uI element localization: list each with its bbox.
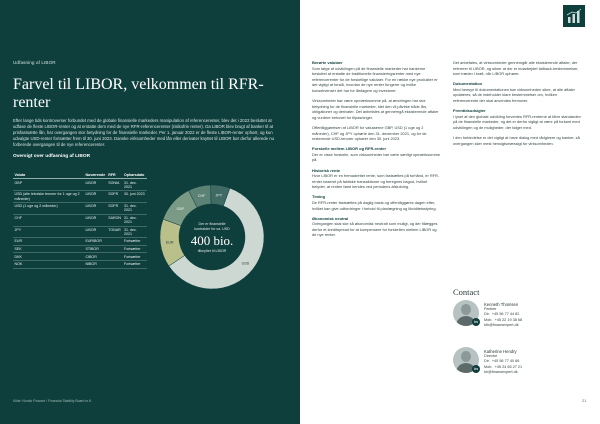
table-cell <box>107 261 123 269</box>
donut-label-gbp: GBP <box>176 206 185 211</box>
table-row <box>13 238 147 246</box>
linkedin-icon[interactable]: in <box>472 318 480 326</box>
contact-phone: Dir. +45 56 77 40 66 <box>484 359 520 364</box>
bar-chart-icon <box>563 5 585 27</box>
section-heading: Forskelle mellem LIBOR og RFR-renter <box>312 146 387 152</box>
source-footnote: Kilde: Nordic Finance / Financial Stability Board m.fl. <box>13 399 92 403</box>
brand-logo <box>563 5 585 27</box>
table-cell: 31. dec. 2021 <box>123 179 148 191</box>
table-row <box>13 253 147 261</box>
table-cell: CHF <box>13 214 84 226</box>
text-column-2 <box>453 60 581 151</box>
chart-center-line-1: Der er finansielle <box>198 222 226 226</box>
body-paragraph: Med hensyn til dokumentationen bør virksomheden sikre, at alle aftaler opdateres, så de indeholder klare bestemmelser om, hvilken referencerente der skal anvendes fremover. <box>453 86 575 104</box>
table-cell <box>107 253 123 261</box>
table-cell: LIBOR <box>84 191 107 203</box>
table-cell: JPY <box>13 226 84 238</box>
table-header-row <box>13 171 147 179</box>
table-row <box>13 191 147 203</box>
contact-role: Partner <box>484 307 497 312</box>
text-column-1 <box>312 60 440 243</box>
table-cell: TONAR <box>107 226 123 238</box>
section-heading: Fremtidsudsigter <box>453 108 486 114</box>
body-paragraph: I lyset af den globale udvikling forventes RFR-renterne at blive standarden på de finansielle markeder, og det er derfor vigtigt at være på forkant med udviklingen og de muligheder, der følger med. <box>453 113 581 130</box>
table-cell: LIBOR <box>84 226 107 238</box>
table-cell: STIBOR <box>84 245 107 253</box>
table-row <box>13 245 147 253</box>
donut-label-eur: EUR <box>166 240 174 245</box>
table-cell: USD (alle tekniske tenorer for 1 uge og 2 måneder) <box>13 191 84 203</box>
table-cell: EUR <box>13 238 84 246</box>
col-header-current: Nuværende <box>84 171 107 179</box>
table-cell: SOFR <box>107 202 123 214</box>
table-cell: LIBOR <box>84 179 107 191</box>
table-cell <box>107 238 123 246</box>
table-cell: Fortsætter <box>123 238 148 246</box>
section-kicker: Udfasning af LIBOR <box>13 60 56 65</box>
contact-heading: Contact <box>453 287 480 297</box>
table-title: Oversigt over udfasning af LIBOR <box>13 154 91 159</box>
body-paragraph: Overgangen skal ske så økonomisk neutralt som muligt, og der tillægges derfor et kreditspread for at kompensere for forskellen mellem LIBOR og de nye renter. <box>312 221 438 238</box>
section-heading: Dokumentation <box>453 81 483 87</box>
col-header-valuta: Valuta <box>13 171 84 179</box>
table-cell: GBP <box>13 179 84 191</box>
contact-mobile: Mob. +45 24 65 27 21 <box>484 364 523 369</box>
table-cell: NIBOR <box>84 261 107 269</box>
table-cell: SONIA <box>107 179 123 191</box>
table-cell: 31. dec. 2021 <box>123 226 148 238</box>
table-cell <box>107 245 123 253</box>
section-heading: Timing <box>312 194 326 200</box>
table-cell: SEK <box>13 245 84 253</box>
body-paragraph: I den forbindelse er det vigtigt at have dialog med rådgivere og banker, så overgangen sker mest hensigtsmæssigt for virksomheden. <box>453 135 580 146</box>
table-cell: USD (1 uge og 2 måneder) <box>13 202 84 214</box>
table-cell: Fortsætter <box>123 261 148 269</box>
body-paragraph: Virksomheder bør være opmærksomme på, at ændringen har stor betydning for de finansielle markeder, idet den vil påvirke både lån, obligationer og derivater. Det anbefales at gennemgå eksisterende aftaler og vurdere behovet for tilpasninger. <box>312 98 439 120</box>
donut-label-chf: CHF <box>197 193 206 198</box>
libor-table <box>13 171 147 269</box>
libor-donut-chart <box>158 183 266 291</box>
contact-mobile: Mob. +45 22 19 38 68 <box>484 317 523 322</box>
table-cell: DKK <box>13 253 84 261</box>
section-heading: Historisk rente <box>312 167 341 173</box>
body-paragraph: Hvor LIBOR er en fremadrettet rente, som fastsættes på forhånd, er RFR-renter baseret på faktiske transaktioner og beregnes bagud, hvilket betyder, at renten først kendes ved periodens afslutning. <box>312 173 440 190</box>
contact-name: Kenneth Thomsen <box>484 302 519 307</box>
table-cell: LIBOR <box>84 214 107 226</box>
col-header-rfr: RFR <box>107 171 123 179</box>
table-row <box>13 202 147 214</box>
table-cell: 30. juni 2023 <box>123 191 148 203</box>
page-title: Farvel til LIBOR, velkommen til RFR-renter <box>13 76 264 111</box>
contact-info <box>484 349 522 375</box>
table-row <box>13 179 147 191</box>
table-cell: SOFR <box>107 191 123 203</box>
section-heading: Berørte valutaer <box>312 60 343 65</box>
table-body <box>13 179 147 268</box>
page-number: 21 <box>582 398 587 403</box>
table-cell: NOK <box>13 261 84 269</box>
body-paragraph: Som følge af udviklingen på de finansielle markeder har bankerne besluttet at erstatte de traditionelle finansieringsrenter med nye referencerenter for de forskellige valutaer. For en række nye produkter er det vigtigt at forstå, hvordan de nye renter fungerer og hvilke konsekvenser det har for låntagere og investorer. <box>312 65 438 93</box>
linkedin-icon[interactable]: in <box>472 365 480 373</box>
intro-paragraph: Efter lange tids kontroverser forbundet med de globale finansielle markeders manipulation af referencerenter, blev det i 2022 besluttet at udfase de fleste LIBOR-renter og at erstatte dem med de nye RFR-referencerenter (risikofrie renter). Da LIBOR blev brugt af banker til at prisfastsætte lån, har overgangen stor betydning for de finansielle markeder. Per 1. januar 2022 er de fleste LIBOR-renter ophørt, og kun udvalgte USD-renter fortsætter frem til 30. juni 2023. Danske virksomheder med lån eller derivater knyttet til LIBOR bør derfor allerede nu forberede overgangen til de nye referencerenter. <box>13 118 275 147</box>
contact-email[interactable]: kth@finansexpert.dk <box>484 322 519 327</box>
contact-name: Katherine Hendry <box>484 349 517 354</box>
table-cell: Fortsætter <box>123 245 148 253</box>
chart-center-sub: tilknyttet til LIBOR <box>197 249 227 253</box>
col-header-end-date: Ophørsdato <box>123 171 148 179</box>
contact-phone: Dir. +45 56 77 44 82 <box>484 312 520 317</box>
section-heading: Økonomisk neutral <box>312 215 349 221</box>
contact-role: Director <box>484 354 498 359</box>
table-row <box>13 214 147 226</box>
contact-info <box>484 302 522 328</box>
table-row <box>13 261 147 269</box>
chart-center-value: 400 bio. <box>190 233 234 248</box>
table-cell: EURIBOR <box>84 238 107 246</box>
table-cell: 31. dec. 2021 <box>123 202 148 214</box>
chart-center-line-2: kontrakter for ca. USD <box>194 227 230 231</box>
table-cell: CIBOR <box>84 253 107 261</box>
body-paragraph: De RFR-renter fastsættes på daglig basis og offentliggøres dagen efter, hvilket kan give udfordringer i forhold til planlægning og likviditetsstyring. <box>312 199 437 211</box>
table-row <box>13 226 147 238</box>
body-paragraph: Offentliggørelsen af LIBOR for valutaerne GBP, USD (1 uge og 2 måneder), CHF og JPY ophørte den 31. december 2021, og for de resterende USD-tenorer ophører den 30. juni 2023. <box>312 124 427 142</box>
contact-email[interactable]: kh@finansexpert.dk <box>484 369 518 374</box>
table-cell: LIBOR <box>84 202 107 214</box>
donut-label-usd: USD <box>241 261 250 266</box>
donut-label-jpy: JPY <box>215 193 223 198</box>
body-paragraph: Der er visse forskelle, som virksomheder bør være særligt opmærksomme på. <box>312 151 440 163</box>
table-cell: Fortsætter <box>123 253 148 261</box>
table-cell: 31. dec. 2021 <box>123 214 148 226</box>
body-paragraph: Det anbefales, at virksomheder gennemgår alle eksisterende aftaler, der refererer til LIBOR, og sikrer at der er indarbejdet fallback-bestemmelser, som træder i kraft, når LIBOR ophører. <box>453 60 579 77</box>
table-cell: SARON <box>107 214 123 226</box>
